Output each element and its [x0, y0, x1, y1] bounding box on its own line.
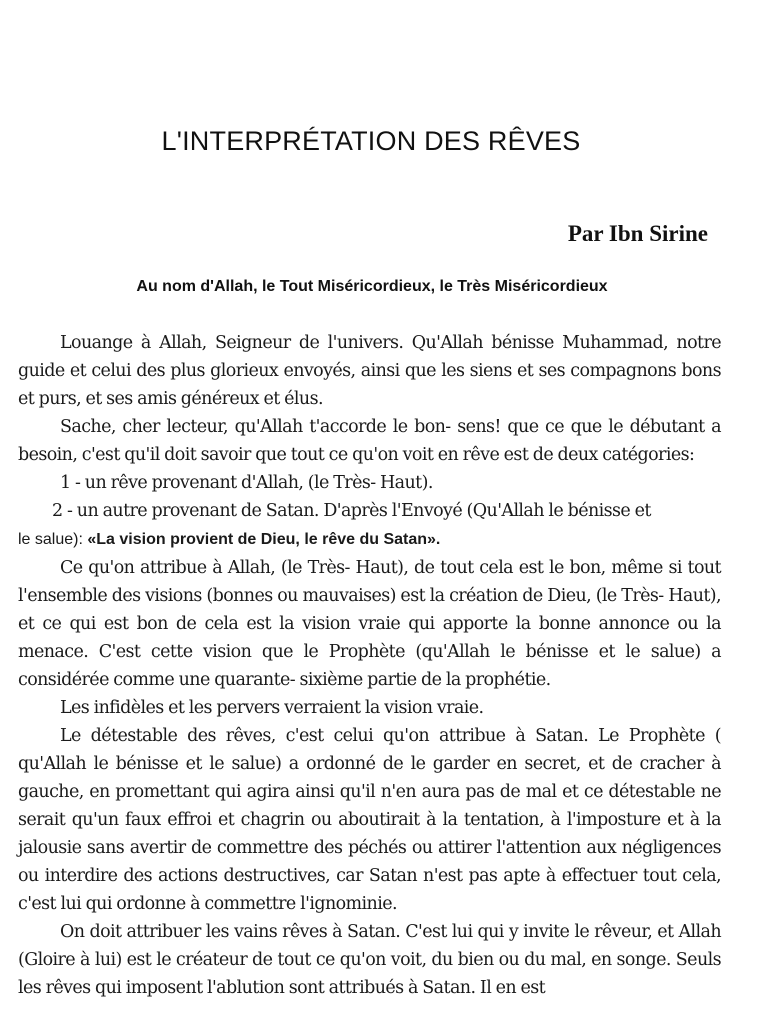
paragraph-vain-dreams: On doit attribuer les vains rêves à Satan. C'est lui qui y invite le rêveur, et Allah (Gloire à lui) est le créateur de tout ce qu'on voit, du bien ou du mal, en songe. Seuls les rêves qui imposent l'ablution sont attribués à Satan. Il en est — [18, 922, 721, 998]
paragraph-infidels: Les infidèles et les pervers verraient la vision vraie. — [60, 698, 484, 718]
hadith-quote: «La vision provient de Dieu, le rêve du Satan». — [87, 531, 441, 548]
salue-prefix: le salue): — [18, 531, 88, 548]
document-title: L'INTERPRÉTATION DES RÊVES — [161, 126, 581, 156]
paragraph-reader: Sache, cher lecteur, qu'Allah t'accorde le bon- sens! que ce que le débutant a besoin, c'est qu'il doit savoir que tout ce qu'on voit en rêve est de deux catégories: — [18, 417, 721, 465]
paragraph-praise: Louange à Allah, Seigneur de l'univers. Qu'Allah bénisse Muhammad, notre guide et celui des plus glorieux envoyés, ainsi que les siens et ses compagnons bons et purs, et ses amis généreux et élus. — [18, 333, 721, 409]
list-item-satan-text: 2 - un autre provenant de Satan. D'après l'Envoyé (Qu'Allah le bénisse et — [52, 501, 651, 521]
body-text — [18, 329, 721, 1002]
hadith-line — [18, 525, 721, 554]
list-item-allah: 1 - un rêve provenant d'Allah, (le Très- Haut). — [60, 473, 433, 493]
basmala-line: Au nom d'Allah, le Tout Miséricordieux, le Très Miséricordieux — [136, 278, 608, 295]
paragraph-detestable: Le détestable des rêves, c'est celui qu'on attribue à Satan. Le Prophète ( qu'Allah le bénisse et le salue) a ordonné de le garder en secret, et de cracher à gauche, en promettant qui agira ainsi qu'il n'en aura pas de mal et ce détestable ne serait qu'un faux effroi et chagrin ou aboutirait à la tentation, à l'imposture et à la jalousie sans avertir de commettre des péchés ou attirer l'attention aux négligences ou interdire des actions destructives, car Satan n'est pas apte à effectuer tout cela, c'est lui qui ordonne à commettre l'ignominie. — [18, 726, 721, 914]
paragraph-attribution: Ce qu'on attribue à Allah, (le Très- Haut), de tout cela est le bon, même si tout l'ensemble des visions (bonnes ou mauvaises) est la création de Dieu, (le Très- Haut), et ce qui est bon de cela est la vision vraie qui apporte la bonne annonce ou la menace. C'est cette vision que le Prophète (qu'Allah le bénisse et le salue) a considérée comme une quarante- sixième partie de la prophétie. — [18, 558, 721, 690]
author-line: Par Ibn Sirine — [567, 221, 708, 246]
list-item-satan — [18, 497, 721, 525]
